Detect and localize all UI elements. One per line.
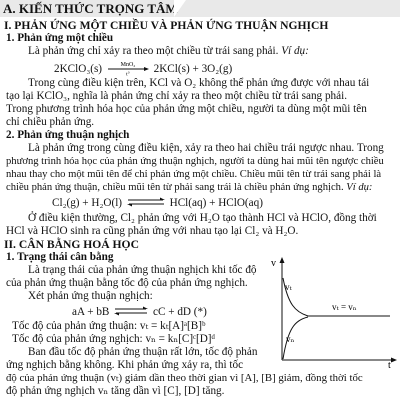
paragraph-line: của phản ứng thuận bằng tốc độ của phản ứng nghịch. <box>6 277 248 289</box>
x-axis-arrow <box>391 358 397 363</box>
paragraph-line: ứng nghịch bằng không. Khi phản ứng xảy ra, thì tốc <box>6 359 244 371</box>
equation-right: 2KCl(s) + 3O₂(g) <box>153 63 233 75</box>
heading-sec1-1: 1. Phản ứng một chiều <box>6 32 114 44</box>
reverse-rate-label: vₙ <box>286 334 295 344</box>
equation-right: HCl(aq) + HClO(aq) <box>169 197 263 209</box>
paragraph-line: Trong cùng điều kiện trên, KCl và O₂ không thể phản ứng được với nhau tái <box>28 77 370 89</box>
paragraph-line: chiều phản ứng thuận, chiều mũi tên từ phải sang trái là chiều phản ứng nghịch. Ví dụ: <box>6 182 373 193</box>
paragraph-line: phương trình hóa học của phản ứng thuận nghịch, người ta dùng hai mũi tên ngược chiều <box>6 156 384 167</box>
equation-reversible <box>52 196 263 210</box>
section-title: A. KIẾN THỨC TRỌNG TÂM <box>3 1 178 16</box>
forward-rate-label: vₜ <box>285 282 292 292</box>
paragraph-line: HCl và HClO sinh ra cũng phản ứng với nhau tạo lại Cl₂ và H₂O. <box>6 225 299 237</box>
paragraph-line: độ phản ứng nghịch vₙ tăng dần vì [C], [D] tăng. <box>6 385 225 397</box>
paragraph-line: Ban đầu tốc độ phản ứng thuận rất lớn, tốc độ phản <box>28 346 258 358</box>
paragraph-line: Là phản ứng trong cùng điều kiện, xảy ra theo hai chiều trái ngược nhau. Trong <box>28 142 384 154</box>
condition-label: t° <box>125 71 130 76</box>
paragraph-line: Trong phương trình hóa học của phản ứng một chiều, người ta dùng một mũi tên <box>6 103 367 115</box>
paragraph-line: Ở điều kiện thường, Cl₂ phản ứng với H₂O tạo thành HCl và HClO, đồng thời <box>28 212 377 224</box>
paragraph-line: nhau thay cho một mũi tên để chỉ phản ứng một chiều. Chiều mũi tên từ trái sang phải là <box>6 169 382 180</box>
header-decoration <box>174 0 186 17</box>
catalyst-label: MnO₂ <box>120 62 136 68</box>
paragraph-line: độ của phản ứng thuận (vₜ) giảm dần theo thời gian vì [A], [B] giảm, đồng thời tốc <box>6 372 363 384</box>
equation-one-way <box>54 60 232 76</box>
equation-left: aA + bB <box>72 306 110 318</box>
equation-right: cC + dD (*) <box>152 306 207 318</box>
paragraph-line: Là trạng thái của phản ứng thuận nghịch khi tốc độ <box>28 264 257 276</box>
equation-left: 2KClO₃(s) <box>54 63 103 75</box>
paragraph-line: tạo lại KClO₃, nghĩa là phản ứng chỉ xảy ra theo một chiều từ trái sang phải. <box>6 90 348 102</box>
y-axis-label: v <box>271 258 276 269</box>
paragraph-line: chỉ chiều phản ứng. <box>6 116 95 128</box>
rate-reverse: Tốc độ của phản ứng nghịch: vₙ = kₙ[C]ᶜ[D]ᵈ <box>12 333 215 345</box>
heading-sec1: I. PHẢN ỨNG MỘT CHIỀU VÀ PHẢN ỨNG THUẬN NGHỊCH <box>4 19 329 32</box>
reversible-arrow <box>112 305 150 317</box>
rate-time-graph <box>268 256 398 368</box>
equation-general <box>72 305 207 319</box>
heading-sec2-1: 1. Trạng thái cân bằng <box>6 251 114 263</box>
one-way-arrow <box>105 60 151 76</box>
heading-sec1-2: 2. Phản ứng thuận nghịch <box>6 129 130 141</box>
x-axis-label: t <box>388 360 391 368</box>
paragraph-line: Là phản ứng chỉ xảy ra theo một chiều từ trái sang phải. Ví dụ: <box>28 45 309 57</box>
y-axis-arrow <box>280 257 285 263</box>
paragraph-line: Xét phản ứng thuận nghịch: <box>28 290 153 302</box>
heading-sec2: II. CÂN BẰNG HOÁ HỌC <box>4 238 139 251</box>
reversible-arrow <box>125 196 167 208</box>
equation-left: Cl₂(g) + H₂O(l) <box>52 197 123 209</box>
rate-forward: Tốc độ của phản ứng thuận: vₜ = kₜ[A]ᵃ[B]ᵇ <box>12 320 206 332</box>
section-header-bar <box>0 0 400 17</box>
equilibrium-label: vₜ = vₙ <box>332 302 357 312</box>
